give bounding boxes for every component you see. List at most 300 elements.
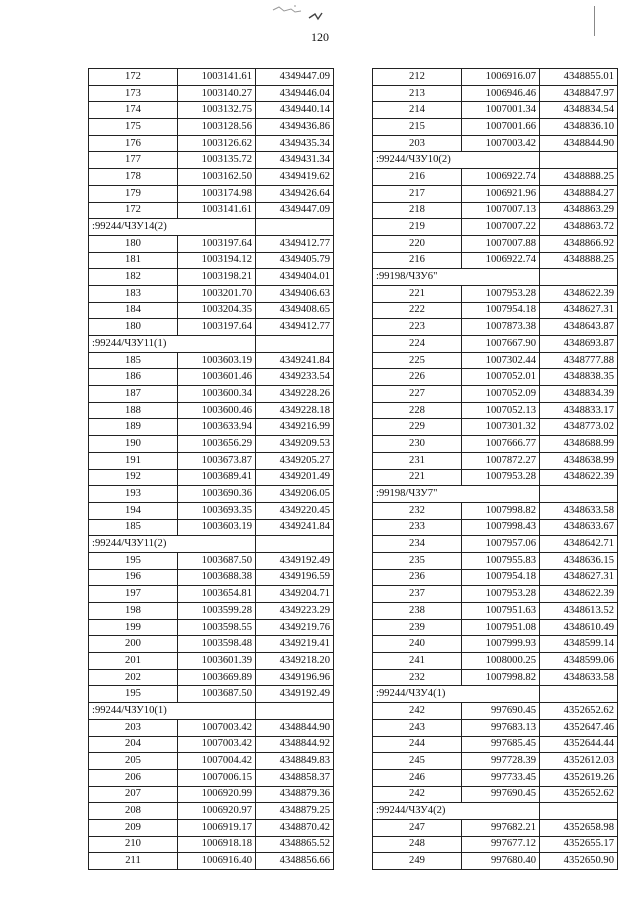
y-coordinate-cell: 4348633.67 — [540, 519, 618, 536]
point-number-cell: 208 — [89, 803, 178, 820]
point-number-cell: 221 — [373, 285, 462, 302]
y-coordinate-cell: 4349419.62 — [256, 169, 334, 186]
coordinate-row — [373, 419, 618, 436]
point-number-cell: 179 — [89, 185, 178, 202]
point-number-cell: 180 — [89, 235, 178, 252]
y-coordinate-cell: 4348844.90 — [256, 719, 334, 736]
point-number-cell: 229 — [373, 419, 462, 436]
x-coordinate-cell: 1003687.50 — [178, 686, 256, 703]
section-label: :99244/ЧЗУ4(1) — [373, 686, 540, 703]
point-number-cell: 219 — [373, 219, 462, 236]
point-number-cell: 239 — [373, 619, 462, 636]
coordinate-row — [373, 285, 618, 302]
y-coordinate-cell: 4349218.20 — [256, 653, 334, 670]
x-coordinate-cell: 1007003.42 — [178, 736, 256, 753]
coordinate-row — [89, 402, 334, 419]
point-number-cell: 215 — [373, 119, 462, 136]
point-number-cell: 228 — [373, 402, 462, 419]
y-coordinate-cell: 4348834.39 — [540, 386, 618, 403]
coordinate-row — [89, 803, 334, 820]
x-coordinate-cell: 1003140.27 — [178, 85, 256, 102]
point-number-cell: 188 — [89, 402, 178, 419]
coordinate-row — [89, 636, 334, 653]
x-coordinate-cell: 1003201.70 — [178, 285, 256, 302]
empty-cell — [256, 703, 334, 720]
x-coordinate-cell: 1003197.64 — [178, 235, 256, 252]
point-number-cell: 202 — [89, 669, 178, 686]
point-number-cell: 227 — [373, 386, 462, 403]
y-coordinate-cell: 4349446.04 — [256, 85, 334, 102]
coordinate-row — [373, 519, 618, 536]
coordinate-row — [373, 436, 618, 453]
coordinate-row — [373, 336, 618, 353]
x-coordinate-cell: 1006918.18 — [178, 836, 256, 853]
coordinate-row — [373, 352, 618, 369]
y-coordinate-cell: 4349241.84 — [256, 352, 334, 369]
coordinate-row — [89, 569, 334, 586]
x-coordinate-cell: 1003633.94 — [178, 419, 256, 436]
x-coordinate-cell: 1007951.08 — [462, 619, 540, 636]
y-coordinate-cell: 4348858.37 — [256, 769, 334, 786]
y-coordinate-cell: 4348856.66 — [256, 853, 334, 870]
point-number-cell: 212 — [373, 69, 462, 86]
coordinate-row — [89, 319, 334, 336]
point-number-cell: 206 — [89, 769, 178, 786]
table-body-left — [89, 69, 334, 870]
coordinate-row — [89, 519, 334, 536]
coordinate-row — [373, 753, 618, 770]
y-coordinate-cell: 4348849.83 — [256, 753, 334, 770]
x-coordinate-cell: 1007999.93 — [462, 636, 540, 653]
coordinate-row — [89, 152, 334, 169]
x-coordinate-cell: 1003135.72 — [178, 152, 256, 169]
coordinate-row — [89, 252, 334, 269]
coordinate-row — [373, 185, 618, 202]
coordinate-row — [89, 119, 334, 136]
point-number-cell: 175 — [89, 119, 178, 136]
y-coordinate-cell: 4349192.49 — [256, 552, 334, 569]
y-coordinate-cell: 4348866.92 — [540, 235, 618, 252]
point-number-cell: 246 — [373, 769, 462, 786]
empty-cell — [540, 269, 618, 286]
y-coordinate-cell: 4348847.97 — [540, 85, 618, 102]
section-header-row — [373, 803, 618, 820]
coordinate-row — [373, 836, 618, 853]
x-coordinate-cell: 1003132.75 — [178, 102, 256, 119]
y-coordinate-cell: 4348884.27 — [540, 185, 618, 202]
x-coordinate-cell: 1007052.01 — [462, 369, 540, 386]
y-coordinate-cell: 4348622.39 — [540, 285, 618, 302]
coordinate-row — [373, 603, 618, 620]
point-number-cell: 236 — [373, 569, 462, 586]
y-coordinate-cell: 4349406.63 — [256, 285, 334, 302]
point-number-cell: 190 — [89, 436, 178, 453]
point-number-cell: 233 — [373, 519, 462, 536]
x-coordinate-cell: 997682.21 — [462, 819, 540, 836]
point-number-cell: 231 — [373, 452, 462, 469]
point-number-cell: 240 — [373, 636, 462, 653]
x-coordinate-cell: 1003198.21 — [178, 269, 256, 286]
section-label: :99198/ЧЗУ6" — [373, 269, 540, 286]
x-coordinate-cell: 997685.45 — [462, 736, 540, 753]
coordinate-row — [89, 469, 334, 486]
y-coordinate-cell: 4352658.98 — [540, 819, 618, 836]
section-label: :99244/ЧЗУ14(2) — [89, 219, 256, 236]
x-coordinate-cell: 1003141.61 — [178, 202, 256, 219]
x-coordinate-cell: 1007873.38 — [462, 319, 540, 336]
coordinate-row — [373, 219, 618, 236]
coordinate-row — [373, 536, 618, 553]
x-coordinate-cell: 1003197.64 — [178, 319, 256, 336]
coordinate-row — [89, 169, 334, 186]
x-coordinate-cell: 1007006.15 — [178, 769, 256, 786]
x-coordinate-cell: 1006919.17 — [178, 819, 256, 836]
x-coordinate-cell: 1007666.77 — [462, 436, 540, 453]
y-coordinate-cell: 4349233.54 — [256, 369, 334, 386]
coordinate-row — [89, 619, 334, 636]
y-coordinate-cell: 4349412.77 — [256, 319, 334, 336]
coordinate-row — [373, 119, 618, 136]
y-coordinate-cell: 4349241.84 — [256, 519, 334, 536]
point-number-cell: 223 — [373, 319, 462, 336]
coordinate-row — [89, 719, 334, 736]
y-coordinate-cell: 4349206.05 — [256, 486, 334, 503]
x-coordinate-cell: 1007052.13 — [462, 402, 540, 419]
x-coordinate-cell: 1008000.25 — [462, 653, 540, 670]
coordinate-row — [89, 269, 334, 286]
section-header-row — [373, 152, 618, 169]
coordinate-row — [89, 786, 334, 803]
coordinate-row — [373, 235, 618, 252]
y-coordinate-cell: 4349408.65 — [256, 302, 334, 319]
x-coordinate-cell: 1007001.66 — [462, 119, 540, 136]
section-label: :99244/ЧЗУ4(2) — [373, 803, 540, 820]
x-coordinate-cell: 1006916.40 — [178, 853, 256, 870]
y-coordinate-cell: 4348599.06 — [540, 653, 618, 670]
x-coordinate-cell: 997690.45 — [462, 786, 540, 803]
point-number-cell: 191 — [89, 452, 178, 469]
coordinate-row — [373, 319, 618, 336]
coordinate-row — [89, 85, 334, 102]
point-number-cell: 203 — [89, 719, 178, 736]
point-number-cell: 181 — [89, 252, 178, 269]
x-coordinate-cell: 1006920.99 — [178, 786, 256, 803]
coordinate-row — [89, 736, 334, 753]
coordinate-row — [373, 169, 618, 186]
x-coordinate-cell: 1007957.06 — [462, 536, 540, 553]
y-coordinate-cell: 4349201.49 — [256, 469, 334, 486]
coordinate-row — [89, 753, 334, 770]
section-label: :99244/ЧЗУ11(1) — [89, 336, 256, 353]
x-coordinate-cell: 1003693.35 — [178, 502, 256, 519]
point-number-cell: 193 — [89, 486, 178, 503]
point-number-cell: 195 — [89, 552, 178, 569]
coordinate-row — [373, 703, 618, 720]
x-coordinate-cell: 1007007.22 — [462, 219, 540, 236]
y-coordinate-cell: 4349412.77 — [256, 235, 334, 252]
y-coordinate-cell: 4348642.71 — [540, 536, 618, 553]
x-coordinate-cell: 1003603.19 — [178, 519, 256, 536]
y-coordinate-cell: 4349205.27 — [256, 452, 334, 469]
section-label: :99198/ЧЗУ7" — [373, 486, 540, 503]
x-coordinate-cell: 997677.12 — [462, 836, 540, 853]
coordinate-row — [89, 135, 334, 152]
coordinate-row — [89, 235, 334, 252]
point-number-cell: 232 — [373, 502, 462, 519]
x-coordinate-cell: 1007955.83 — [462, 552, 540, 569]
x-coordinate-cell: 1007953.28 — [462, 586, 540, 603]
y-coordinate-cell: 4348613.52 — [540, 603, 618, 620]
y-coordinate-cell: 4352612.03 — [540, 753, 618, 770]
y-coordinate-cell: 4348879.25 — [256, 803, 334, 820]
point-number-cell: 184 — [89, 302, 178, 319]
y-coordinate-cell: 4348627.31 — [540, 569, 618, 586]
point-number-cell: 201 — [89, 653, 178, 670]
point-number-cell: 241 — [373, 653, 462, 670]
coordinate-row — [89, 836, 334, 853]
x-coordinate-cell: 1003654.81 — [178, 586, 256, 603]
point-number-cell: 194 — [89, 502, 178, 519]
point-number-cell: 245 — [373, 753, 462, 770]
point-number-cell: 196 — [89, 569, 178, 586]
x-coordinate-cell: 997680.40 — [462, 853, 540, 870]
coordinate-row — [373, 786, 618, 803]
point-number-cell: 232 — [373, 669, 462, 686]
point-number-cell: 205 — [89, 753, 178, 770]
y-coordinate-cell: 4348836.10 — [540, 119, 618, 136]
x-coordinate-cell: 1003194.12 — [178, 252, 256, 269]
coordinate-row — [89, 586, 334, 603]
y-coordinate-cell: 4349405.79 — [256, 252, 334, 269]
x-coordinate-cell: 1007667.90 — [462, 336, 540, 353]
coordinate-row — [89, 452, 334, 469]
point-number-cell: 237 — [373, 586, 462, 603]
section-label: :99244/ЧЗУ10(2) — [373, 152, 540, 169]
section-header-row — [89, 703, 334, 720]
y-coordinate-cell: 4348693.87 — [540, 336, 618, 353]
x-coordinate-cell: 1007052.09 — [462, 386, 540, 403]
coordinate-row — [373, 619, 618, 636]
coordinate-row — [373, 569, 618, 586]
x-coordinate-cell: 1007951.63 — [462, 603, 540, 620]
y-coordinate-cell: 4352644.44 — [540, 736, 618, 753]
section-header-row — [89, 336, 334, 353]
y-coordinate-cell: 4349209.53 — [256, 436, 334, 453]
table-body-right — [373, 69, 618, 870]
point-number-cell: 177 — [89, 152, 178, 169]
point-number-cell: 248 — [373, 836, 462, 853]
y-coordinate-cell: 4349223.29 — [256, 603, 334, 620]
y-coordinate-cell: 4349196.59 — [256, 569, 334, 586]
coordinates-table-right — [372, 68, 618, 870]
x-coordinate-cell: 1006922.74 — [462, 252, 540, 269]
point-number-cell: 244 — [373, 736, 462, 753]
y-coordinate-cell: 4348622.39 — [540, 469, 618, 486]
section-label: :99244/ЧЗУ10(1) — [89, 703, 256, 720]
point-number-cell: 176 — [89, 135, 178, 152]
y-coordinate-cell: 4349426.64 — [256, 185, 334, 202]
coordinate-row — [373, 69, 618, 86]
coordinate-row — [373, 469, 618, 486]
empty-cell — [540, 803, 618, 820]
y-coordinate-cell: 4349204.71 — [256, 586, 334, 603]
coordinate-row — [89, 302, 334, 319]
point-number-cell: 225 — [373, 352, 462, 369]
point-number-cell: 185 — [89, 519, 178, 536]
coordinate-row — [89, 853, 334, 870]
point-number-cell: 172 — [89, 69, 178, 86]
coordinate-row — [89, 102, 334, 119]
y-coordinate-cell: 4349219.41 — [256, 636, 334, 653]
section-label: :99244/ЧЗУ11(2) — [89, 536, 256, 553]
empty-cell — [256, 336, 334, 353]
point-number-cell: 195 — [89, 686, 178, 703]
x-coordinate-cell: 1003162.50 — [178, 169, 256, 186]
coordinate-row — [89, 653, 334, 670]
y-coordinate-cell: 4348633.58 — [540, 669, 618, 686]
point-number-cell: 173 — [89, 85, 178, 102]
point-number-cell: 243 — [373, 719, 462, 736]
y-coordinate-cell: 4349220.45 — [256, 502, 334, 519]
coordinate-row — [373, 202, 618, 219]
coordinate-row — [373, 302, 618, 319]
y-coordinate-cell: 4352619.26 — [540, 769, 618, 786]
point-number-cell: 217 — [373, 185, 462, 202]
point-number-cell: 210 — [89, 836, 178, 853]
y-coordinate-cell: 4348844.92 — [256, 736, 334, 753]
page-number: 120 — [311, 30, 329, 44]
point-number-cell: 221 — [373, 469, 462, 486]
x-coordinate-cell: 1007953.28 — [462, 285, 540, 302]
coordinate-row — [373, 853, 618, 870]
x-coordinate-cell: 1003598.48 — [178, 636, 256, 653]
coordinate-row — [89, 285, 334, 302]
coordinate-row — [89, 502, 334, 519]
x-coordinate-cell: 1007998.82 — [462, 669, 540, 686]
y-coordinate-cell: 4348879.36 — [256, 786, 334, 803]
y-coordinate-cell: 4348610.49 — [540, 619, 618, 636]
point-number-cell: 180 — [89, 319, 178, 336]
y-coordinate-cell: 4348638.99 — [540, 452, 618, 469]
y-coordinate-cell: 4349228.26 — [256, 386, 334, 403]
point-number-cell: 216 — [373, 169, 462, 186]
x-coordinate-cell: 1003689.41 — [178, 469, 256, 486]
x-coordinate-cell: 1003600.34 — [178, 386, 256, 403]
coordinate-row — [373, 586, 618, 603]
x-coordinate-cell: 1003600.46 — [178, 402, 256, 419]
y-coordinate-cell: 4349447.09 — [256, 69, 334, 86]
section-header-row — [373, 486, 618, 503]
coordinate-row — [373, 736, 618, 753]
y-coordinate-cell: 4349219.76 — [256, 619, 334, 636]
coordinate-row — [373, 386, 618, 403]
coordinate-row — [89, 69, 334, 86]
coordinate-row — [373, 85, 618, 102]
x-coordinate-cell: 1003598.55 — [178, 619, 256, 636]
x-coordinate-cell: 1007998.82 — [462, 502, 540, 519]
x-coordinate-cell: 1003128.56 — [178, 119, 256, 136]
empty-cell — [256, 536, 334, 553]
x-coordinate-cell: 1007872.27 — [462, 452, 540, 469]
y-coordinate-cell: 4348633.58 — [540, 502, 618, 519]
point-number-cell: 224 — [373, 336, 462, 353]
x-coordinate-cell: 1007301.32 — [462, 419, 540, 436]
x-coordinate-cell: 997733.45 — [462, 769, 540, 786]
x-coordinate-cell: 1007003.42 — [178, 719, 256, 736]
section-header-row — [89, 219, 334, 236]
x-coordinate-cell: 1007954.18 — [462, 569, 540, 586]
coordinate-row — [373, 402, 618, 419]
point-number-cell: 249 — [373, 853, 462, 870]
y-coordinate-cell: 4348888.25 — [540, 252, 618, 269]
coordinate-row — [89, 352, 334, 369]
x-coordinate-cell: 1006921.96 — [462, 185, 540, 202]
coordinate-row — [373, 502, 618, 519]
y-coordinate-cell: 4349196.96 — [256, 669, 334, 686]
point-number-cell: 189 — [89, 419, 178, 436]
y-coordinate-cell: 4348688.99 — [540, 436, 618, 453]
x-coordinate-cell: 1003141.61 — [178, 69, 256, 86]
x-coordinate-cell: 1006922.74 — [462, 169, 540, 186]
coordinate-row — [89, 552, 334, 569]
point-number-cell: 211 — [89, 853, 178, 870]
coordinate-row — [89, 419, 334, 436]
y-coordinate-cell: 4348870.42 — [256, 819, 334, 836]
x-coordinate-cell: 1003687.50 — [178, 552, 256, 569]
coordinate-row — [373, 369, 618, 386]
point-number-cell: 185 — [89, 352, 178, 369]
point-number-cell: 200 — [89, 636, 178, 653]
y-coordinate-cell: 4348865.52 — [256, 836, 334, 853]
x-coordinate-cell: 1003599.28 — [178, 603, 256, 620]
point-number-cell: 199 — [89, 619, 178, 636]
coordinate-row — [89, 819, 334, 836]
y-coordinate-cell: 4352655.17 — [540, 836, 618, 853]
x-coordinate-cell: 1003174.98 — [178, 185, 256, 202]
point-number-cell: 242 — [373, 703, 462, 720]
coordinate-row — [89, 486, 334, 503]
y-coordinate-cell: 4349447.09 — [256, 202, 334, 219]
point-number-cell: 238 — [373, 603, 462, 620]
point-number-cell: 183 — [89, 285, 178, 302]
point-number-cell: 214 — [373, 102, 462, 119]
x-coordinate-cell: 1007953.28 — [462, 469, 540, 486]
x-coordinate-cell: 1007004.42 — [178, 753, 256, 770]
x-coordinate-cell: 1006920.97 — [178, 803, 256, 820]
point-number-cell: 197 — [89, 586, 178, 603]
y-coordinate-cell: 4348844.90 — [540, 135, 618, 152]
point-number-cell: 187 — [89, 386, 178, 403]
coordinate-row — [373, 252, 618, 269]
point-number-cell: 220 — [373, 235, 462, 252]
y-coordinate-cell: 4352652.62 — [540, 786, 618, 803]
coordinate-row — [89, 686, 334, 703]
y-coordinate-cell: 4349431.34 — [256, 152, 334, 169]
x-coordinate-cell: 1007007.88 — [462, 235, 540, 252]
y-coordinate-cell: 4348627.31 — [540, 302, 618, 319]
y-coordinate-cell: 4352652.62 — [540, 703, 618, 720]
y-coordinate-cell: 4348643.87 — [540, 319, 618, 336]
point-number-cell: 235 — [373, 552, 462, 569]
x-coordinate-cell: 1003603.19 — [178, 352, 256, 369]
y-coordinate-cell: 4352650.90 — [540, 853, 618, 870]
y-coordinate-cell: 4349404.01 — [256, 269, 334, 286]
coordinate-row — [373, 719, 618, 736]
x-coordinate-cell: 1003204.35 — [178, 302, 256, 319]
section-header-row — [373, 269, 618, 286]
point-number-cell: 203 — [373, 135, 462, 152]
y-coordinate-cell: 4348777.88 — [540, 352, 618, 369]
